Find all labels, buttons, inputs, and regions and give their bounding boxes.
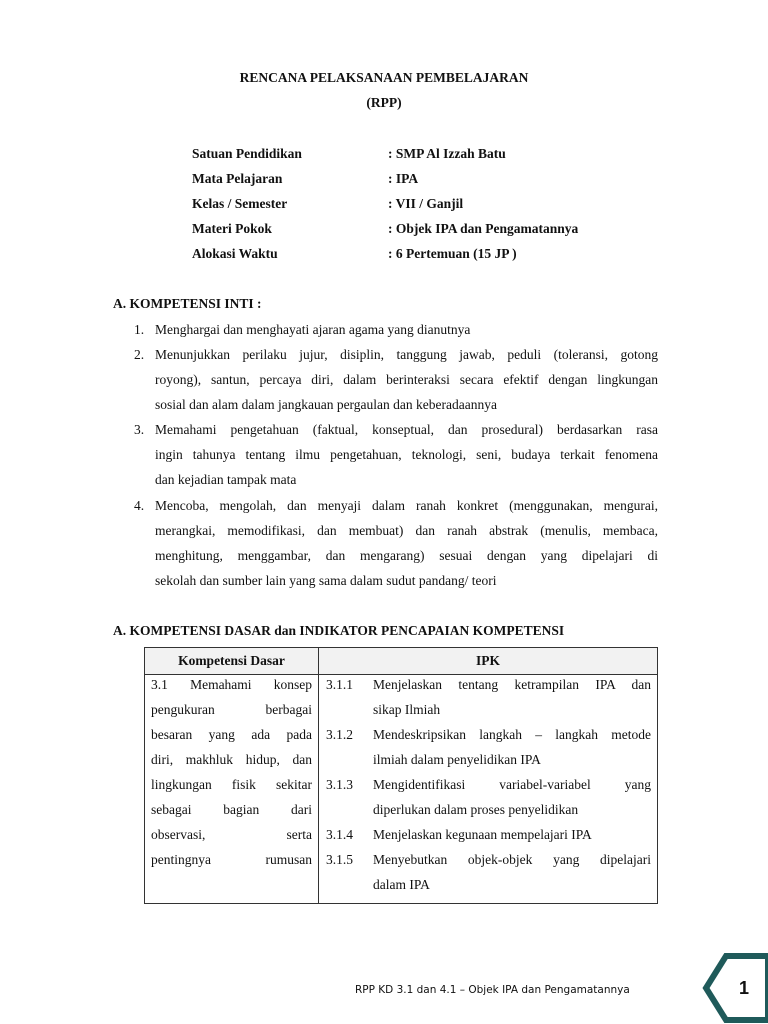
ki-item-number: 4. — [134, 498, 145, 513]
kd-line: 3.1 Memahami konsep — [151, 677, 312, 692]
identity-label-class: Kelas / Semester — [192, 196, 288, 211]
ipk-text: Menjelaskan tentang ketrampilan IPA dan — [373, 677, 651, 692]
ipk-text: ilmiah dalam penyelidikan IPA — [373, 752, 541, 767]
ipk-cell — [319, 675, 658, 904]
ipk-code: 3.1.4 — [326, 827, 353, 842]
ki-item-line: sekolah dan sumber lain yang sama dalam sudut pandang/ teori — [155, 573, 497, 588]
ki-item-line: merangkai, memodifikasi, dan membuat) dan ranah abstrak (menulis, membaca, — [155, 523, 658, 538]
ki-item-line: Menunjukkan perilaku jujur, disiplin, tanggung jawab, peduli (toleransi, gotong — [155, 347, 658, 362]
ipk-text: Menjelaskan kegunaan mempelajari IPA — [373, 827, 592, 842]
kd-line: diri, makhluk hidup, dan — [151, 752, 312, 767]
identity-value-time: : 6 Pertemuan (15 JP ) — [388, 246, 517, 261]
document-subtitle: (RPP) — [366, 95, 402, 110]
table-row — [145, 675, 658, 904]
ki-item-number: 1. — [134, 322, 145, 337]
ki-item-line: royong), santun, percaya diri, dalam berinteraksi secara efektif dengan lingkungan — [155, 372, 658, 387]
column-header-ipk: IPK — [319, 648, 658, 675]
ki-item-number: 3. — [134, 422, 145, 437]
ki-heading: A. KOMPETENSI INTI : — [113, 296, 262, 311]
column-header-kd: Kompetensi Dasar — [145, 648, 319, 675]
ipk-text: Menyebutkan objek-objek yang dipelajari — [373, 852, 651, 867]
kd-line: besaran yang ada pada — [151, 727, 312, 742]
hexagon-badge-icon — [706, 956, 768, 1020]
kd-line: sebagai bagian dari — [151, 802, 312, 817]
ki-item-line: Menghargai dan menghayati ajaran agama yang dianutnya — [155, 322, 471, 337]
identity-label-topic: Materi Pokok — [192, 221, 272, 236]
identity-value-subject: : IPA — [388, 171, 419, 186]
kd-cell — [145, 675, 319, 904]
ki-item-line: Mencoba, mengolah, dan menyaji dalam ranah konkret (menggunakan, mengurai, — [155, 498, 658, 513]
ipk-text: diperlukan dalam proses penyelidikan — [373, 802, 579, 817]
identity-label-subject: Mata Pelajaran — [192, 171, 283, 186]
identity-label-school: Satuan Pendidikan — [192, 146, 302, 161]
identity-value-school: : SMP Al Izzah Batu — [388, 146, 506, 161]
page-number-badge — [702, 952, 768, 1024]
ipk-code: 3.1.1 — [326, 677, 353, 692]
ki-item-number: 2. — [134, 347, 145, 362]
ipk-text: dalam IPA — [373, 877, 430, 892]
footer-caption: RPP KD 3.1 dan 4.1 – Objek IPA dan Pengamatannya — [355, 984, 630, 996]
page-number: 1 — [738, 978, 750, 998]
kd-line: pengukuran berbagai — [151, 702, 312, 717]
kd-line: observasi, serta — [151, 827, 312, 842]
ipk-text: Mendeskripsikan langkah – langkah metode — [373, 727, 651, 742]
ipk-code: 3.1.2 — [326, 727, 353, 742]
document-title: RENCANA PELAKSANAAN PEMBELAJARAN — [239, 70, 529, 85]
kd-ipk-table — [144, 647, 658, 904]
ipk-code: 3.1.5 — [326, 852, 353, 867]
kd-line: lingkungan fisik sekitar — [151, 777, 312, 792]
ipk-code: 3.1.3 — [326, 777, 353, 792]
identity-label-time: Alokasi Waktu — [192, 246, 278, 261]
kd-line: pentingnya rumusan — [151, 852, 312, 867]
ki-item-line: menghitung, menggambar, dan mengarang) sesuai dengan yang dipelajari di — [155, 548, 658, 563]
ki-item-line: Memahami pengetahuan (faktual, konseptual, dan prosedural) berdasarkan rasa — [155, 422, 658, 437]
ki-item-line: dan kejadian tampak mata — [155, 472, 297, 487]
ki-item-line: sosial dan alam dalam jangkauan pergaulan dan keberadaannya — [155, 397, 497, 412]
ipk-text: sikap Ilmiah — [373, 702, 441, 717]
kd-heading: A. KOMPETENSI DASAR dan INDIKATOR PENCAPAIAN KOMPETENSI — [113, 623, 565, 638]
identity-value-class: : VII / Ganjil — [388, 196, 464, 211]
identity-value-topic: : Objek IPA dan Pengamatannya — [388, 221, 579, 236]
ipk-text: Mengidentifikasi variabel-variabel yang — [373, 777, 651, 792]
ki-item-line: ingin tahunya tentang ilmu pengetahuan, teknologi, seni, budaya terkait fenomena — [155, 447, 658, 462]
